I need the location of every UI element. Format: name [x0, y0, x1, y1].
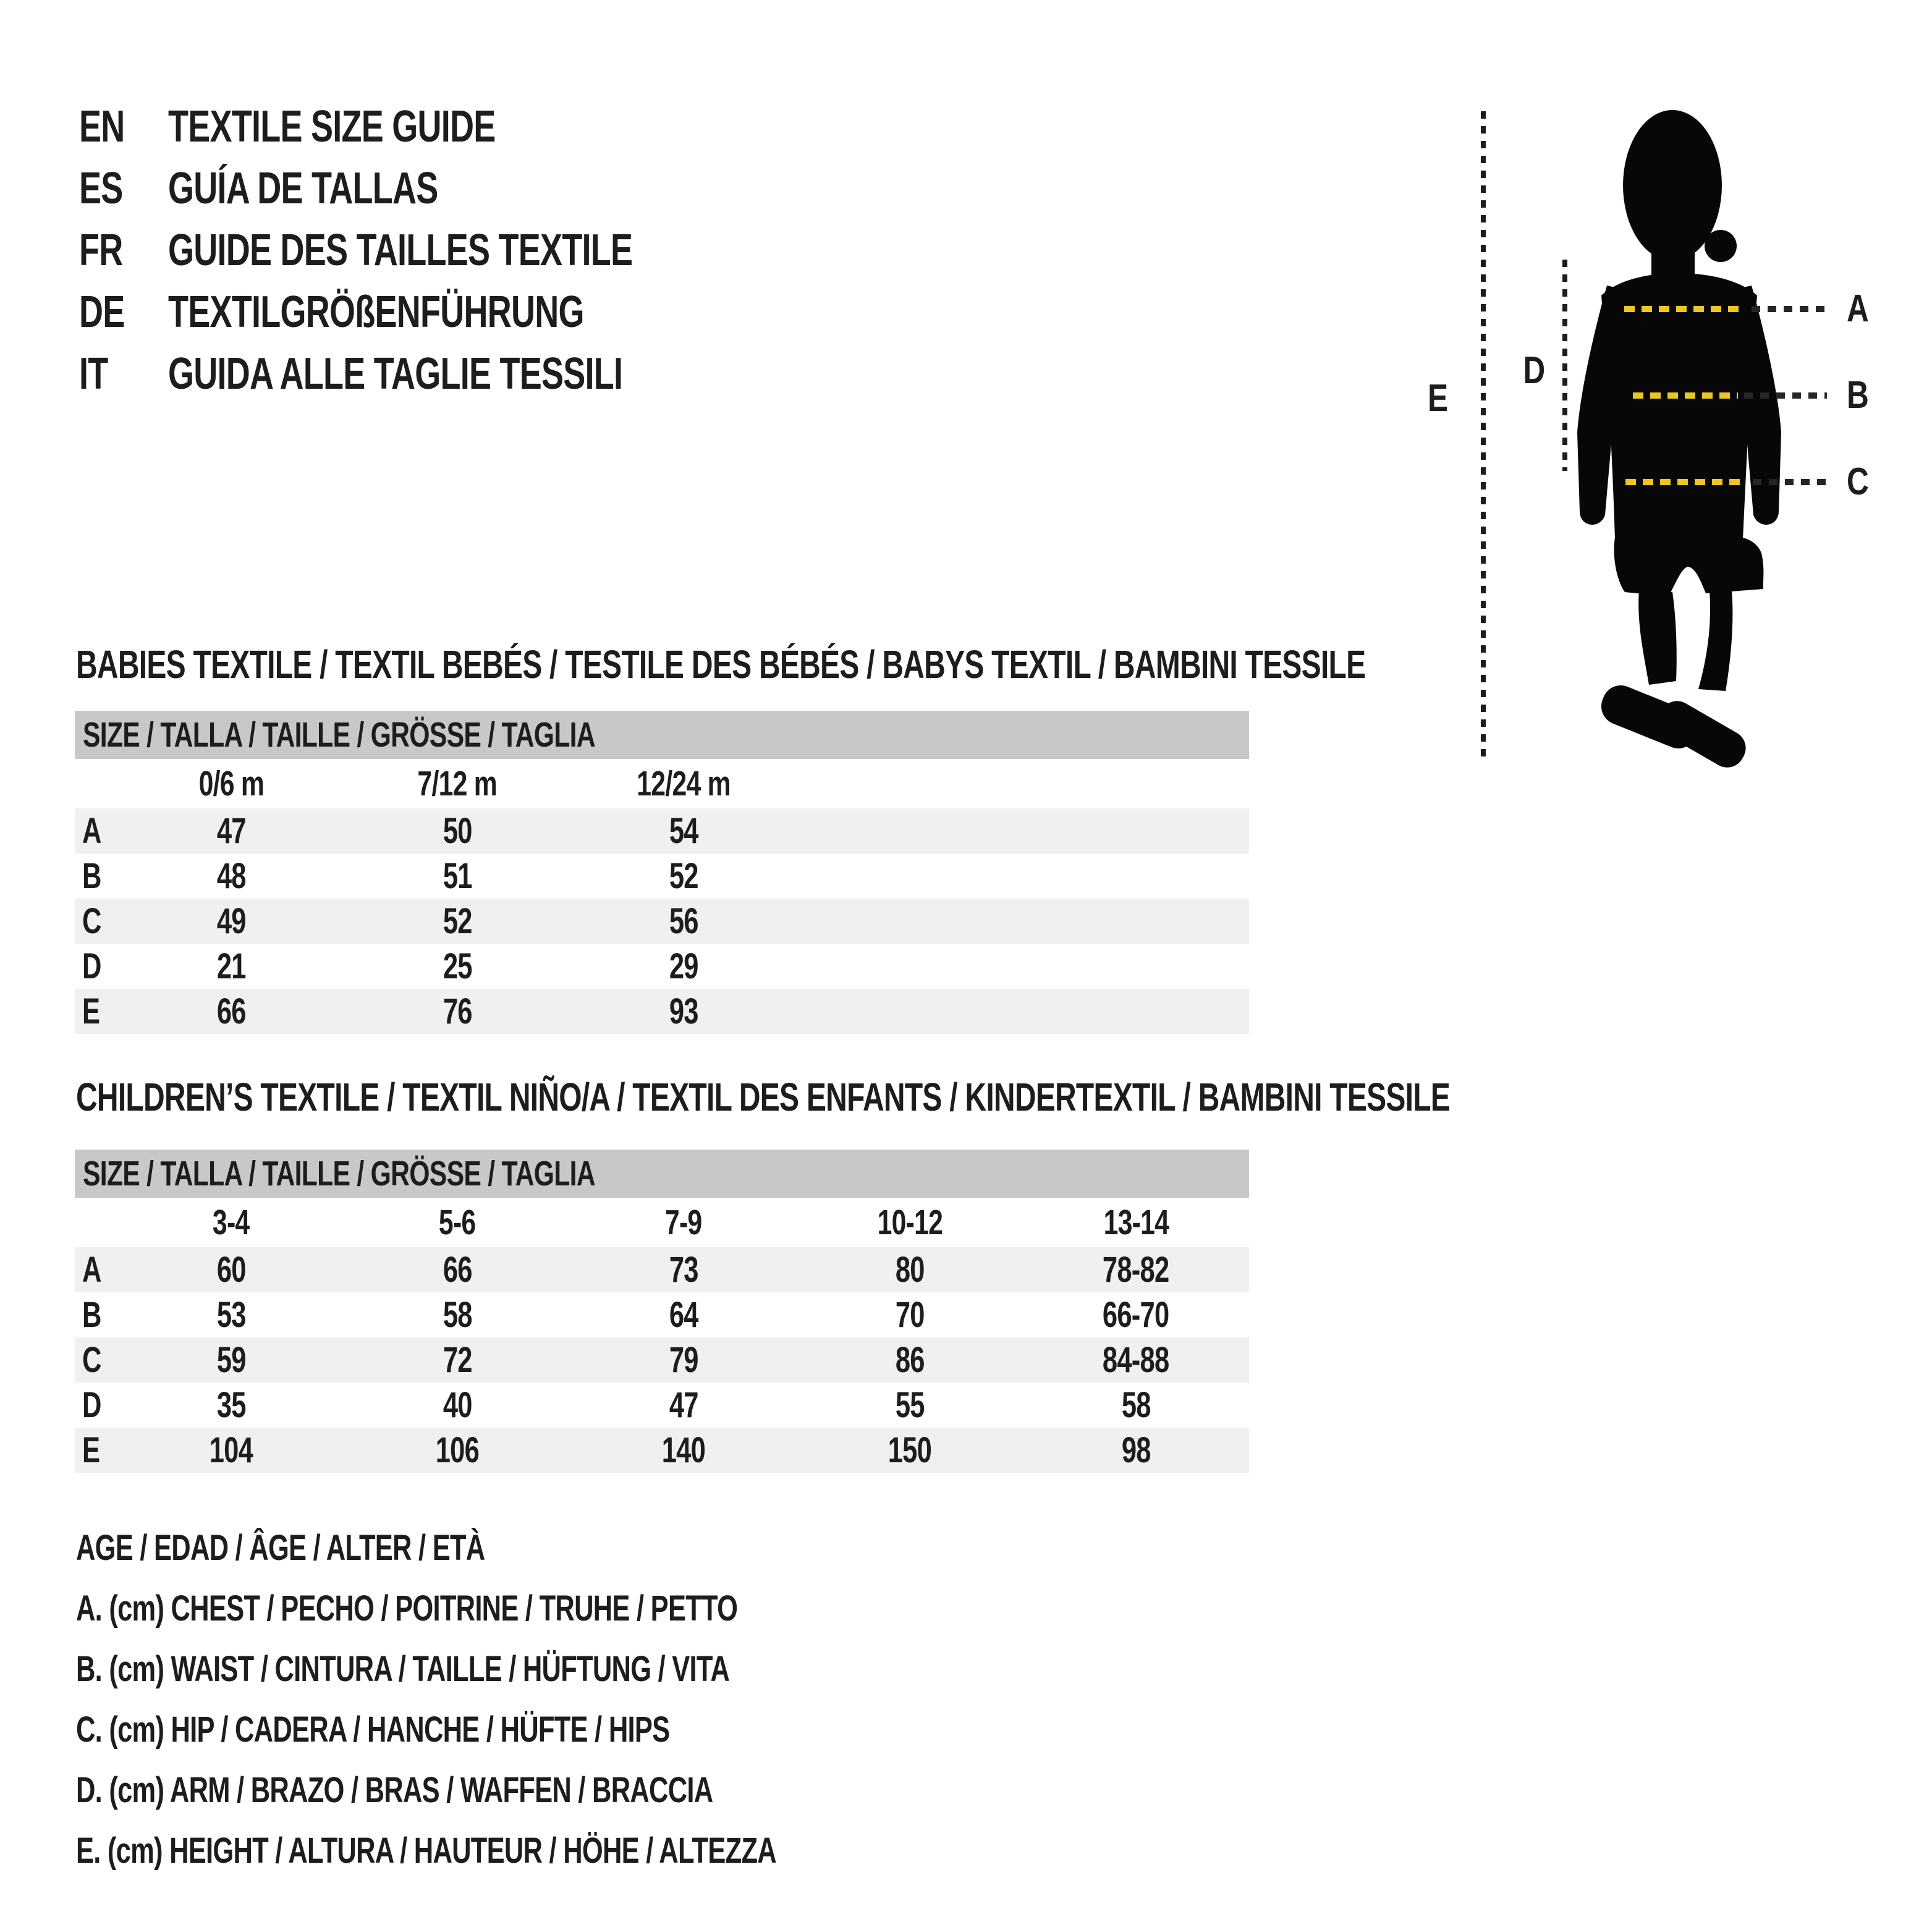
table-cell: 59: [216, 1340, 246, 1380]
column-header: 7/12 m: [417, 764, 498, 803]
table-row: [75, 944, 1249, 989]
table-cell: 98: [1121, 1430, 1151, 1470]
table-cell: 49: [216, 901, 246, 941]
row-label: C: [82, 901, 101, 941]
language-code: FR: [79, 226, 123, 275]
table-cell: 78-82: [1103, 1250, 1169, 1290]
measure-label-b: B: [1847, 374, 1869, 417]
table-cell: 72: [443, 1340, 472, 1380]
table-cell: 60: [216, 1250, 246, 1290]
table-cell: 64: [669, 1295, 698, 1335]
row-label: C: [82, 1340, 101, 1380]
table-cell: 58: [443, 1295, 472, 1335]
column-header: 13-14: [1103, 1203, 1169, 1242]
table-row: [75, 1292, 1249, 1337]
waist-measure-dash-yellow: [1633, 392, 1738, 399]
guide-title-en: TEXTILE SIZE GUIDE: [168, 102, 496, 151]
legend-waist: B. (cm) WAIST / CINTURA / TAILLE / HÜFTUNG / VITA: [76, 1649, 730, 1689]
table-row: [75, 1247, 1249, 1292]
table-cell: 25: [443, 946, 472, 986]
table-cell: 58: [1121, 1385, 1151, 1425]
legend-chest: A. (cm) CHEST / PECHO / POITRINE / TRUHE / PETTO: [76, 1588, 738, 1629]
language-code: ES: [79, 164, 123, 213]
language-code: IT: [79, 349, 108, 399]
table-cell: 66-70: [1103, 1295, 1169, 1335]
column-header: 10-12: [877, 1203, 943, 1242]
table-cell: 79: [669, 1340, 698, 1380]
table-cell: 70: [895, 1295, 925, 1335]
babies-size-header-bar: SIZE / TALLA / TAILLE / GRÖSSE / TAGLIA: [75, 711, 1249, 759]
table-row: [75, 1428, 1249, 1473]
row-label: E: [82, 991, 100, 1032]
column-header: 0/6 m: [198, 764, 264, 803]
babies-table-title: BABIES TEXTILE / TEXTIL BEBÉS / TESTILE DES BÉBÉS / BABYS TEXTIL / BAMBINI TESSILE: [76, 642, 1366, 687]
table-row: [75, 989, 1249, 1034]
row-label: B: [82, 1295, 101, 1335]
table-cell: 21: [216, 946, 246, 986]
table-cell: 52: [669, 856, 698, 896]
hip-measure-dash-dark: [1753, 479, 1827, 485]
childrens-column-headers: [75, 1198, 1249, 1247]
measurement-legend: [76, 1527, 1010, 1890]
legend-arm: D. (cm) ARM / BRAZO / BRAS / WAFFEN / BRACCIA: [76, 1770, 713, 1810]
empty-corner-cell: [75, 759, 118, 808]
table-cell: 80: [895, 1250, 925, 1290]
measure-label-a: A: [1847, 287, 1869, 330]
row-label: B: [82, 856, 101, 896]
table-cell: 47: [216, 811, 246, 851]
table-cell: 29: [669, 946, 698, 986]
table-cell: 51: [443, 856, 472, 896]
column-header: 3-4: [213, 1203, 250, 1242]
row-label: A: [82, 1250, 101, 1290]
chest-measure-dash-yellow: [1624, 306, 1745, 312]
guide-title-fr: GUIDE DES TAILLES TEXTILE: [168, 226, 633, 275]
babies-column-headers: [75, 759, 1249, 808]
arm-measure-line-d: [1562, 260, 1567, 471]
table-row: [75, 808, 1249, 854]
language-code: EN: [79, 102, 125, 151]
table-row: [75, 854, 1249, 899]
table-cell: 93: [669, 991, 698, 1032]
table-cell: 56: [669, 901, 698, 941]
measure-label-d: D: [1523, 349, 1545, 392]
hip-measure-dash-yellow: [1625, 479, 1744, 485]
table-row: [75, 899, 1249, 944]
column-header: 5-6: [439, 1203, 476, 1242]
babies-size-table: [75, 642, 1366, 1034]
table-cell: 86: [895, 1340, 925, 1380]
table-cell: 48: [216, 856, 246, 896]
table-cell: 47: [669, 1385, 698, 1425]
row-label: E: [82, 1430, 100, 1470]
childrens-size-header-bar: SIZE / TALLA / TAILLE / GRÖSSE / TAGLIA: [75, 1150, 1249, 1198]
table-cell: 76: [443, 991, 472, 1032]
table-row: [75, 1383, 1249, 1428]
height-measure-line-e: [1481, 111, 1486, 763]
table-cell: 106: [435, 1430, 480, 1470]
language-code: DE: [79, 287, 125, 337]
table-cell: 55: [895, 1385, 925, 1425]
table-cell: 150: [888, 1430, 932, 1470]
column-header: 7-9: [665, 1203, 702, 1242]
measure-label-c: C: [1847, 460, 1869, 503]
table-cell: 53: [216, 1295, 246, 1335]
row-label: A: [82, 811, 101, 851]
row-label: D: [82, 1385, 101, 1425]
table-cell: 52: [443, 901, 472, 941]
childrens-table-title: CHILDREN’S TEXTILE / TEXTIL NIÑO/A / TEXTIL DES ENFANTS / KINDERTEXTIL / BAMBINI TESSILE: [76, 1075, 1451, 1119]
guide-title-it: GUIDA ALLE TAGLIE TESSILI: [168, 349, 623, 399]
table-cell: 54: [669, 811, 698, 851]
measure-label-e: E: [1428, 377, 1448, 420]
table-cell: 84-88: [1103, 1340, 1169, 1380]
table-cell: 140: [661, 1430, 706, 1470]
table-row: [75, 1337, 1249, 1383]
waist-measure-dash-dark: [1744, 392, 1827, 399]
table-cell: 73: [669, 1250, 698, 1290]
guide-title-de: TEXTILGRÖßENFÜHRUNG: [168, 287, 584, 337]
chest-measure-dash-dark: [1752, 306, 1827, 312]
child-silhouette: [1570, 105, 1799, 779]
legend-hip: C. (cm) HIP / CADERA / HANCHE / HÜFTE / HIPS: [76, 1710, 670, 1750]
table-cell: 104: [209, 1430, 253, 1470]
table-cell: 66: [443, 1250, 472, 1290]
legend-age: AGE / EDAD / ÂGE / ALTER / ETÀ: [76, 1528, 485, 1568]
table-cell: 35: [216, 1385, 246, 1425]
column-header: 12/24 m: [637, 764, 731, 803]
childrens-size-table: [75, 1075, 1451, 1473]
legend-height: E. (cm) HEIGHT / ALTURA / HAUTEUR / HÖHE / ALTEZZA: [76, 1831, 776, 1871]
table-cell: 40: [443, 1385, 472, 1425]
row-label: D: [82, 946, 101, 986]
guide-title-es: GUÍA DE TALLAS: [168, 164, 438, 213]
table-cell: 66: [216, 991, 246, 1032]
empty-corner-cell: [75, 1198, 118, 1247]
table-cell: 50: [443, 811, 472, 851]
